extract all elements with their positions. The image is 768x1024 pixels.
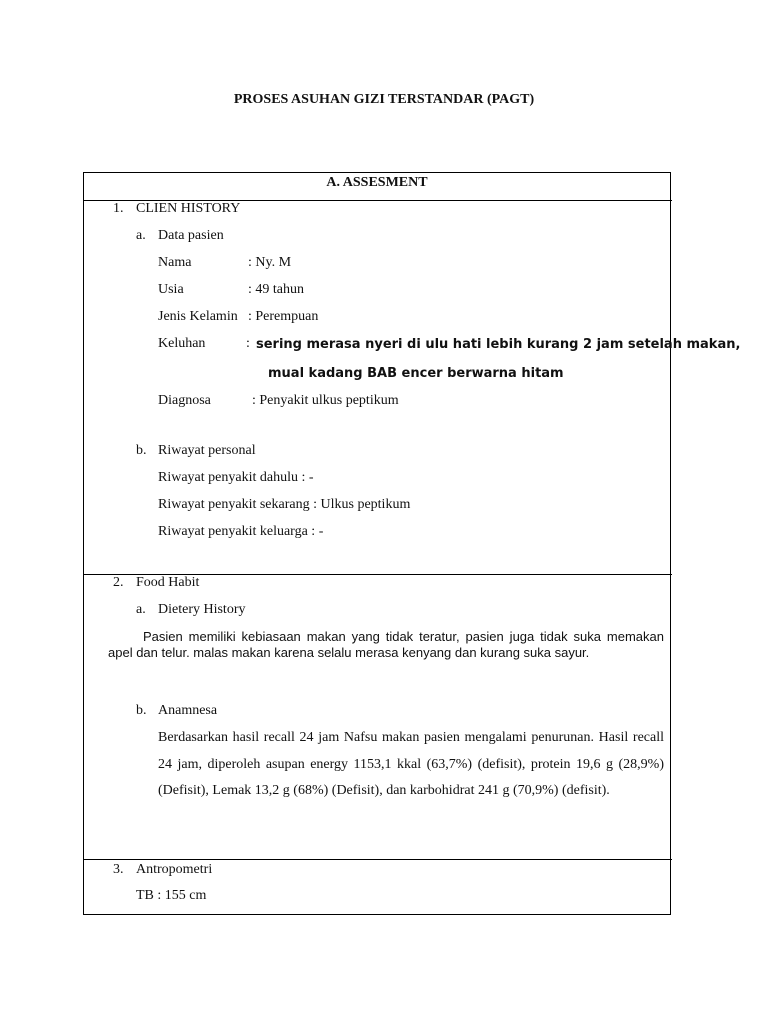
field-value-keluhan-line1: sering merasa nyeri di ulu hati lebih kurang 2 jam setelah makan, bbox=[256, 337, 741, 352]
field-label-usia: Usia bbox=[158, 282, 184, 297]
field-label-jenis-kelamin: Jenis Kelamin bbox=[158, 309, 238, 324]
anamnesa-text: Berdasarkan hasil recall 24 jam Nafsu makan pasien mengalami penurunan. Hasil recall 24 jam, diperoleh asupan energy 1153,1 kkal (63,7%) (defisit), protein 19,6 g (28,9%) (Defisit), Lemak 13,2 g (68%) (Defisit), dan karbohidrat 241 g (70,9%) (defisit). bbox=[158, 730, 664, 798]
sub-letter: b. bbox=[136, 703, 147, 718]
field-value-nama: : Ny. M bbox=[248, 255, 292, 270]
antropometri-heading: Antropometri bbox=[136, 862, 213, 877]
riwayat-line: Riwayat penyakit sekarang : Ulkus peptikum bbox=[158, 497, 411, 512]
dietery-history-text: Pasien memiliki kebiasaan makan yang tidak teratur, pasien juga tidak suka memakan apel dan telur. malas makan karena selalu merasa kenyang dan kurang suka sayur. bbox=[108, 629, 664, 660]
field-colon-keluhan: : bbox=[246, 336, 250, 351]
field-value-diagnosa: : Penyakit ulkus peptikum bbox=[252, 393, 399, 408]
food-habit-heading: Food Habit bbox=[136, 575, 200, 590]
page-title: PROSES ASUHAN GIZI TERSTANDAR (PAGT) bbox=[233, 92, 535, 107]
anamnesa-heading: Anamnesa bbox=[158, 703, 218, 718]
field-value-keluhan-line2: mual kadang BAB encer berwarna hitam bbox=[268, 366, 564, 381]
item-number: 1. bbox=[113, 201, 124, 216]
item-number: 2. bbox=[113, 575, 124, 590]
sub-letter: a. bbox=[136, 602, 146, 617]
field-label-nama: Nama bbox=[158, 255, 192, 270]
section-header: A. ASSESMENT bbox=[326, 175, 428, 190]
field-value-jenis-kelamin: : Perempuan bbox=[248, 309, 319, 324]
field-value-usia: : 49 tahun bbox=[248, 282, 304, 297]
riwayat-line: Riwayat penyakit keluarga : - bbox=[158, 524, 324, 539]
row-divider-2 bbox=[83, 859, 672, 860]
riwayat-line: Riwayat penyakit dahulu : - bbox=[158, 470, 314, 485]
sub-letter: b. bbox=[136, 443, 147, 458]
item-number: 3. bbox=[113, 862, 124, 877]
riwayat-personal-heading: Riwayat personal bbox=[158, 443, 256, 458]
field-label-diagnosa: Diagnosa bbox=[158, 393, 211, 408]
field-label-keluhan: Keluhan bbox=[158, 336, 206, 351]
clien-history-heading: CLIEN HISTORY bbox=[136, 201, 241, 216]
dietery-history-heading: Dietery History bbox=[158, 602, 246, 617]
data-pasien-heading: Data pasien bbox=[158, 228, 224, 243]
tb-value: TB : 155 cm bbox=[136, 888, 207, 903]
sub-letter: a. bbox=[136, 228, 146, 243]
